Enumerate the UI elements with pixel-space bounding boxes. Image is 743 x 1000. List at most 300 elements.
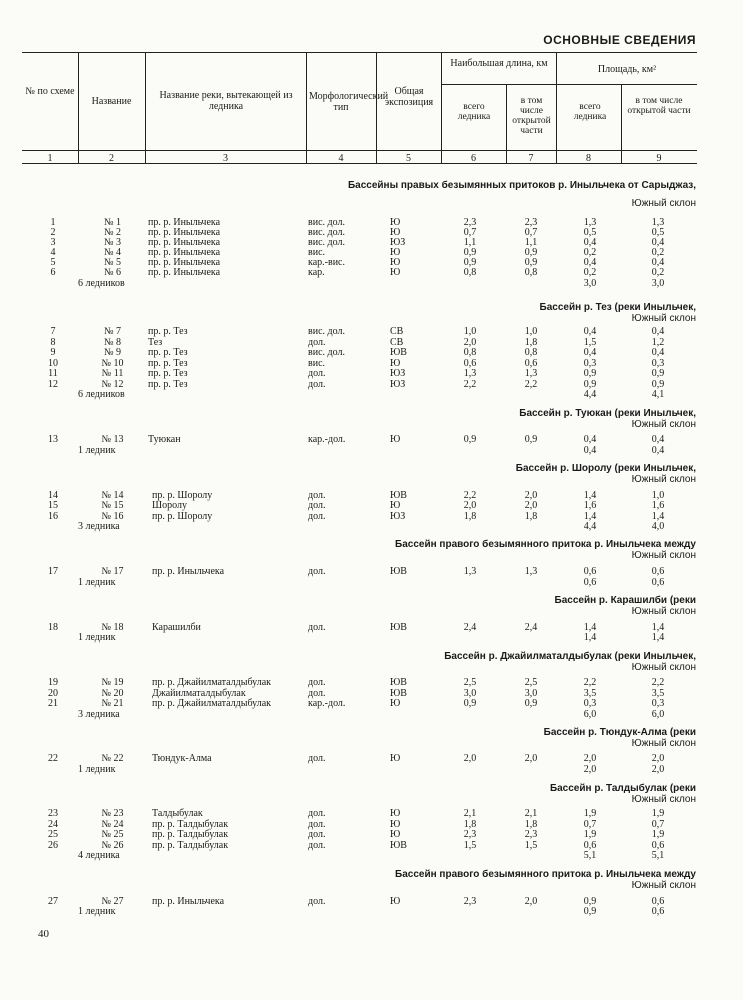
- table-cell: 3,5: [583, 688, 597, 699]
- table-cell: 1,9: [583, 808, 597, 819]
- table-cell: 2,3: [463, 896, 477, 907]
- page-number: 40: [38, 928, 49, 940]
- table-cell: 1,5: [524, 840, 538, 851]
- table-cell: Ю: [390, 247, 401, 258]
- table-cell: № 2: [103, 227, 122, 238]
- table-cell: 0,9: [583, 379, 597, 390]
- table-cell: Тюндук-Алма: [152, 753, 212, 764]
- table-cell: Ю: [390, 257, 401, 268]
- table-cell: пр. р. Иныльчека: [148, 227, 221, 238]
- table-cell: 6: [50, 267, 56, 278]
- table-cell: дол.: [308, 337, 326, 348]
- table-cell: Ю: [390, 896, 401, 907]
- table-cell: Джайилматалдыбулак: [152, 688, 246, 699]
- section-total-label: 1 ледник: [78, 577, 116, 588]
- section-total-label: 1 ледник: [78, 906, 116, 917]
- header-bottom-rule: [22, 150, 697, 151]
- table-cell: Ю: [390, 217, 401, 228]
- table-cell: 1,0: [651, 490, 665, 501]
- table-cell: 2,5: [463, 677, 477, 688]
- table-cell: Ю: [390, 698, 401, 709]
- table-cell: 0,4: [583, 434, 597, 445]
- table-cell: 0,9: [463, 698, 477, 709]
- table-cell: 10: [48, 358, 58, 369]
- table-cell: 3,5: [651, 688, 665, 699]
- table-cell: 7: [50, 326, 56, 337]
- table-cell: 17: [48, 566, 58, 577]
- section-total-area: 3,0: [583, 278, 597, 289]
- table-cell: 0,2: [651, 247, 665, 258]
- table-cell: Карашилби: [152, 622, 201, 633]
- table-cell: № 27: [101, 896, 124, 907]
- table-cell: 2,0: [463, 500, 477, 511]
- table-cell: 18: [48, 622, 58, 633]
- col-header-river: Название реки, вытекающей из ледника: [159, 90, 293, 112]
- table-cell: № 16: [101, 511, 124, 522]
- table-cell: СВ: [390, 337, 404, 348]
- table-cell: № 8: [103, 337, 122, 348]
- table-cell: № 15: [101, 500, 124, 511]
- table-cell: 0,4: [651, 434, 665, 445]
- table-cell: 2,1: [524, 808, 538, 819]
- table-cell: Талдыбулак: [152, 808, 203, 819]
- table-cell: 0,3: [583, 358, 597, 369]
- table-cell: 0,2: [583, 267, 597, 278]
- table-cell: 0,6: [583, 840, 597, 851]
- table-cell: 2: [50, 227, 56, 238]
- table-cell: пр. р. Иныльчека: [152, 896, 225, 907]
- table-cell: пр. р. Тез: [148, 368, 188, 379]
- table-cell: ЮВ: [390, 347, 407, 358]
- table-cell: 1,4: [583, 511, 597, 522]
- table-cell: № 24: [101, 819, 124, 830]
- table-cell: 0,2: [651, 267, 665, 278]
- table-row: [0, 500, 743, 511]
- table-cell: 0,4: [583, 347, 597, 358]
- column-number: 4: [338, 153, 344, 164]
- table-cell: Туюкан: [148, 434, 181, 445]
- table-cell: 13: [48, 434, 58, 445]
- table-cell: 1,2: [651, 337, 665, 348]
- table-cell: 2,0: [524, 753, 538, 764]
- column-number: 9: [656, 153, 662, 164]
- table-cell: ЮВ: [390, 840, 407, 851]
- table-cell: 21: [48, 698, 58, 709]
- table-cell: пр. р. Талдыбулак: [152, 819, 229, 830]
- col-divider: [556, 52, 557, 163]
- table-cell: ЮВ: [390, 490, 407, 501]
- table-cell: 16: [48, 511, 58, 522]
- section-title: Бассейн р. Туюкан (реки Иныльчек,: [519, 408, 696, 419]
- table-cell: № 11: [101, 368, 124, 379]
- table-cell: 2,0: [524, 500, 538, 511]
- table-cell: № 21: [101, 698, 124, 709]
- col-divider: [376, 52, 377, 163]
- col-divider: [441, 52, 442, 163]
- section-subtitle: Южный склон: [631, 313, 696, 324]
- table-cell: 1,3: [524, 566, 538, 577]
- section-title: Бассейн правого безымянного притока р. Иныльчека между: [395, 869, 696, 880]
- table-cell: 8: [50, 337, 56, 348]
- table-cell: 0,4: [583, 326, 597, 337]
- table-cell: дол.: [308, 500, 326, 511]
- table-cell: 1,8: [524, 511, 538, 522]
- table-cell: Ю: [390, 819, 401, 830]
- table-cell: 0,9: [524, 257, 538, 268]
- table-cell: дол.: [308, 368, 326, 379]
- table-cell: 23: [48, 808, 58, 819]
- table-cell: 2,2: [463, 379, 477, 390]
- table-cell: 0,9: [651, 379, 665, 390]
- table-cell: пр. р. Шоролу: [152, 490, 213, 501]
- section-title: Бассейн р. Талдыбулак (реки: [549, 783, 696, 794]
- table-cell: № 12: [101, 379, 124, 390]
- table-cell: Ю: [390, 753, 401, 764]
- section-total-area: 0,6: [583, 577, 597, 588]
- section-total-open: 4,0: [651, 521, 665, 532]
- column-number: 6: [471, 153, 476, 164]
- table-cell: 2,0: [463, 337, 477, 348]
- table-cell: пр. р. Иныльчека: [148, 247, 221, 258]
- section-total-label: 6 ледников: [78, 278, 125, 289]
- table-cell: 24: [48, 819, 58, 830]
- col-divider: [78, 52, 79, 163]
- page-heading: ОСНОВНЫЕ СВЕДЕНИЯ: [543, 33, 696, 47]
- section-total-label: 4 ледника: [78, 850, 120, 861]
- table-row: [0, 368, 743, 379]
- table-cell: пр. р. Иныльчека: [152, 566, 225, 577]
- table-cell: пр. р. Талдыбулак: [152, 829, 229, 840]
- section-total-open: 0,6: [651, 577, 665, 588]
- table-cell: 2,2: [524, 379, 538, 390]
- table-cell: 19: [48, 677, 58, 688]
- table-cell: вис. дол.: [308, 217, 345, 228]
- table-cell: ЮВ: [390, 566, 407, 577]
- table-cell: 3,0: [463, 688, 477, 699]
- table-cell: № 4: [103, 247, 122, 258]
- table-cell: 0,9: [463, 247, 477, 258]
- table-cell: 0,7: [651, 819, 665, 830]
- table-cell: 0,9: [651, 368, 665, 379]
- table-cell: № 19: [101, 677, 124, 688]
- table-cell: дол.: [308, 490, 326, 501]
- table-cell: 25: [48, 829, 58, 840]
- table-top-rule: [22, 52, 697, 53]
- table-cell: 0,9: [583, 368, 597, 379]
- table-cell: пр. р. Иныльчека: [148, 217, 221, 228]
- col-divider: [145, 52, 146, 163]
- table-cell: Ю: [390, 434, 401, 445]
- table-cell: 0,4: [651, 257, 665, 268]
- section-total-label: 1 ледник: [78, 445, 116, 456]
- section-total-open: 1,4: [651, 632, 665, 643]
- col-header-length-total: всего ледника: [457, 102, 491, 122]
- table-cell: 2,2: [463, 490, 477, 501]
- section-subtitle: Южный склон: [631, 738, 696, 749]
- table-cell: 9: [50, 347, 56, 358]
- table-cell: 0,6: [583, 566, 597, 577]
- table-cell: 27: [48, 896, 58, 907]
- section-subtitle: Южный склон: [631, 550, 696, 561]
- table-cell: пр. р. Тез: [148, 358, 188, 369]
- section-total-area: 4,4: [583, 389, 597, 400]
- table-cell: 1,8: [463, 819, 477, 830]
- section-total-area: 5,1: [583, 850, 597, 861]
- table-row: [0, 347, 743, 358]
- section-subtitle: Южный склон: [631, 880, 696, 891]
- column-number: 2: [109, 153, 114, 164]
- table-cell: 2,5: [524, 677, 538, 688]
- table-row: [0, 434, 743, 445]
- table-row: [0, 677, 743, 688]
- table-cell: 1,3: [524, 368, 538, 379]
- table-cell: дол.: [308, 840, 326, 851]
- section-total-open: 3,0: [651, 278, 665, 289]
- table-cell: 2,0: [524, 490, 538, 501]
- table-cell: 1,8: [463, 511, 477, 522]
- section-subtitle: Южный склон: [631, 794, 696, 805]
- table-cell: 1,6: [583, 500, 597, 511]
- table-cell: Ю: [390, 808, 401, 819]
- section-total-label: 3 ледника: [78, 709, 120, 720]
- table-cell: 0,7: [524, 227, 538, 238]
- section-total-label: 6 ледников: [78, 389, 125, 400]
- table-cell: 2,0: [463, 753, 477, 764]
- table-cell: № 6: [103, 267, 122, 278]
- table-cell: 0,8: [524, 267, 538, 278]
- table-cell: 0,4: [651, 237, 665, 248]
- table-cell: дол.: [308, 677, 326, 688]
- section-subtitle: Южный склон: [631, 419, 696, 430]
- table-cell: 0,4: [651, 326, 665, 337]
- table-cell: дол.: [308, 511, 326, 522]
- section-title: Бассейн р. Шоролу (реки Иныльчек,: [515, 463, 696, 474]
- table-cell: 0,6: [651, 896, 665, 907]
- table-cell: № 5: [103, 257, 122, 268]
- section-subtitle: Южный склон: [631, 474, 696, 485]
- col-header-scheme-no: № по схеме: [25, 86, 75, 97]
- table-cell: 1,0: [524, 326, 538, 337]
- table-cell: № 17: [101, 566, 124, 577]
- length-group-rule: [441, 84, 556, 85]
- section-title: Бассейны правых безымянных притоков р. Иныльчека от Сарыджаз,: [347, 180, 696, 191]
- table-cell: 2,2: [583, 677, 597, 688]
- table-cell: дол.: [308, 688, 326, 699]
- table-cell: пр. р. Талдыбулак: [152, 840, 229, 851]
- table-cell: кар.-вис.: [308, 257, 345, 268]
- table-cell: 3: [50, 237, 56, 248]
- table-cell: № 14: [101, 490, 124, 501]
- table-cell: № 1: [103, 217, 122, 228]
- table-cell: Ю: [390, 829, 401, 840]
- table-cell: вис.: [308, 358, 326, 369]
- table-cell: 2,0: [651, 753, 665, 764]
- section-total-open: 0,6: [651, 906, 665, 917]
- table-cell: 0,9: [524, 247, 538, 258]
- table-cell: Ю: [390, 227, 401, 238]
- table-cell: 15: [48, 500, 58, 511]
- table-cell: № 10: [101, 358, 124, 369]
- table-cell: ЮЗ: [390, 379, 406, 390]
- table-cell: Тез: [148, 337, 163, 348]
- table-row: [0, 326, 743, 337]
- table-cell: 2,4: [463, 622, 477, 633]
- table-cell: № 18: [101, 622, 124, 633]
- table-cell: 0,5: [651, 227, 665, 238]
- table-cell: 2,0: [524, 896, 538, 907]
- table-cell: 1,1: [463, 237, 477, 248]
- table-cell: кар.: [308, 267, 325, 278]
- table-cell: 22: [48, 753, 58, 764]
- table-cell: 0,3: [583, 698, 597, 709]
- table-cell: вис. дол.: [308, 227, 345, 238]
- table-cell: 2,3: [463, 829, 477, 840]
- table-row: [0, 267, 743, 278]
- table-cell: 0,6: [651, 840, 665, 851]
- table-cell: пр. р. Шоролу: [152, 511, 213, 522]
- table-cell: 2,3: [524, 217, 538, 228]
- table-cell: № 26: [101, 840, 124, 851]
- table-cell: 0,3: [651, 698, 665, 709]
- table-cell: 0,8: [524, 347, 538, 358]
- table-cell: 2,1: [463, 808, 477, 819]
- table-cell: 1,1: [524, 237, 538, 248]
- table-cell: дол.: [308, 566, 326, 577]
- table-cell: ЮВ: [390, 622, 407, 633]
- col-divider: [506, 84, 507, 163]
- table-cell: Шоролу: [152, 500, 187, 511]
- table-cell: дол.: [308, 379, 326, 390]
- table-cell: 1,8: [524, 819, 538, 830]
- table-row: [0, 698, 743, 709]
- section-total-area: 6,0: [583, 709, 597, 720]
- table-cell: № 13: [101, 434, 124, 445]
- table-cell: 0,6: [651, 566, 665, 577]
- section-total-open: 0,4: [651, 445, 665, 456]
- table-cell: 0,5: [583, 227, 597, 238]
- column-number: 1: [47, 153, 53, 164]
- col-header-area-open: в том числе открытой части: [627, 96, 691, 116]
- table-row: [0, 829, 743, 840]
- table-cell: 12: [48, 379, 58, 390]
- table-cell: 1,0: [463, 326, 477, 337]
- table-row: [0, 808, 743, 819]
- col-header-area-total: всего ледника: [573, 102, 607, 122]
- table-cell: дол.: [308, 808, 326, 819]
- table-cell: № 7: [103, 326, 122, 337]
- table-cell: пр. р. Тез: [148, 347, 188, 358]
- table-cell: 1,9: [651, 808, 665, 819]
- table-cell: вис.: [308, 247, 326, 258]
- table-cell: 1,4: [583, 622, 597, 633]
- table-cell: 0,2: [583, 247, 597, 258]
- table-cell: 2,3: [463, 217, 477, 228]
- table-cell: 1,4: [651, 511, 665, 522]
- section-total-area: 4,4: [583, 521, 597, 532]
- table-cell: дол.: [308, 829, 326, 840]
- table-cell: 1,4: [651, 622, 665, 633]
- table-cell: вис. дол.: [308, 326, 345, 337]
- table-cell: 20: [48, 688, 58, 699]
- table-cell: 2,4: [524, 622, 538, 633]
- table-cell: кар.-дол.: [308, 434, 346, 445]
- table-cell: 1,3: [463, 566, 477, 577]
- table-cell: 0,8: [463, 347, 477, 358]
- col-header-area-group: Площадь, км²: [597, 64, 657, 75]
- table-cell: 0,3: [651, 358, 665, 369]
- section-title: Бассейн р. Тез (реки Иныльчек,: [539, 302, 696, 313]
- table-cell: 1,4: [583, 490, 597, 501]
- table-cell: 1,9: [651, 829, 665, 840]
- section-total-label: 1 ледник: [78, 764, 116, 775]
- table-cell: № 9: [103, 347, 122, 358]
- table-cell: пр. р. Иныльчека: [148, 257, 221, 268]
- table-cell: 1,6: [651, 500, 665, 511]
- table-cell: 1,5: [583, 337, 597, 348]
- table-cell: ЮВ: [390, 677, 407, 688]
- section-total-label: 1 ледник: [78, 632, 116, 643]
- table-cell: ЮВ: [390, 688, 407, 699]
- table-cell: № 25: [101, 829, 124, 840]
- table-cell: № 3: [103, 237, 122, 248]
- table-cell: 5: [50, 257, 56, 268]
- table-cell: 0,4: [651, 347, 665, 358]
- table-cell: СВ: [390, 326, 404, 337]
- table-cell: 1,9: [583, 829, 597, 840]
- section-total-area: 0,4: [583, 445, 597, 456]
- table-cell: 0,9: [583, 896, 597, 907]
- col-divider: [621, 84, 622, 163]
- section-total-label: 3 ледника: [78, 521, 120, 532]
- table-cell: дол.: [308, 896, 326, 907]
- column-number: 8: [586, 153, 591, 164]
- section-title: Бассейн р. Джайилматалдыбулак (реки Иныльчек,: [444, 651, 696, 662]
- table-cell: Ю: [390, 358, 401, 369]
- table-cell: № 20: [101, 688, 124, 699]
- table-cell: 0,9: [524, 434, 538, 445]
- table-cell: дол.: [308, 819, 326, 830]
- table-cell: пр. р. Иныльчека: [148, 267, 221, 278]
- table-cell: 2,2: [651, 677, 665, 688]
- section-total-open: 2,0: [651, 764, 665, 775]
- table-cell: пр. р. Джайилматалдыбулак: [152, 677, 272, 688]
- section-subtitle: Южный склон: [631, 606, 696, 617]
- col-header-exposure: Общая экспозиция: [384, 86, 434, 108]
- section-total-area: 1,4: [583, 632, 597, 643]
- section-total-open: 5,1: [651, 850, 665, 861]
- table-cell: 0,6: [524, 358, 538, 369]
- table-cell: 2,3: [524, 829, 538, 840]
- col-divider: [306, 52, 307, 163]
- table-cell: № 22: [101, 753, 124, 764]
- table-cell: 0,9: [524, 698, 538, 709]
- table-cell: 1,3: [651, 217, 665, 228]
- table-cell: 0,4: [583, 237, 597, 248]
- col-header-name: Название: [91, 96, 132, 107]
- section-subtitle: Южный склон: [631, 662, 696, 673]
- section-total-open: 4,1: [651, 389, 665, 400]
- table-cell: пр. р. Иныльчека: [148, 237, 221, 248]
- section-title: Бассейн р. Карашилби (реки: [554, 595, 696, 606]
- table-cell: 1,3: [463, 368, 477, 379]
- table-cell: 0,7: [583, 819, 597, 830]
- table-cell: 4: [50, 247, 56, 258]
- section-total-open: 6,0: [651, 709, 665, 720]
- table-row: [0, 566, 743, 577]
- section-title: Бассейн правого безымянного притока р. Иныльчека между: [395, 539, 696, 550]
- table-cell: 1,3: [583, 217, 597, 228]
- col-header-morph: Морфологический тип: [309, 91, 389, 113]
